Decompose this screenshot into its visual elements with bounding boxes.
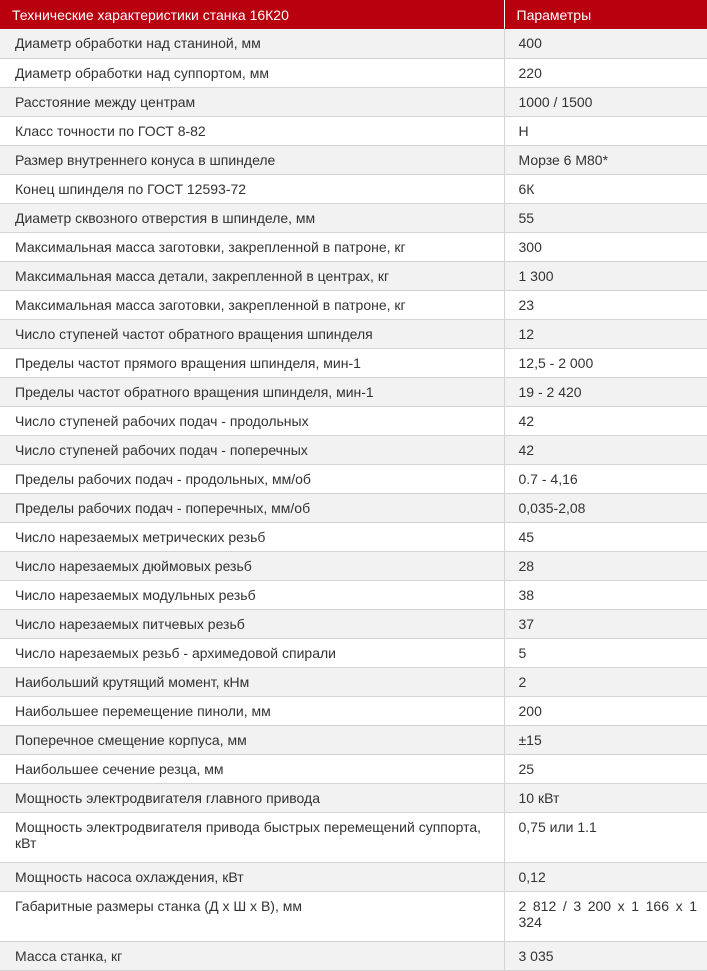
header-row: [0, 0, 707, 29]
table-row: [0, 145, 707, 174]
table-row: [0, 522, 707, 551]
spec-name: Диаметр сквозного отверстия в шпинделе, мм: [0, 203, 504, 232]
spec-name: Класс точности по ГОСТ 8-82: [0, 116, 504, 145]
spec-name: Расстояние между центрам: [0, 87, 504, 116]
table-row: [0, 638, 707, 667]
spec-name: Конец шпинделя по ГОСТ 12593-72: [0, 174, 504, 203]
table-row: [0, 609, 707, 638]
header-characteristics: Технические характеристики станка 16К20: [0, 0, 504, 29]
table-row: [0, 58, 707, 87]
table-row: [0, 348, 707, 377]
spec-name: Число нарезаемых питчевых резьб: [0, 609, 504, 638]
spec-name: Пределы рабочих подач - поперечных, мм/об: [0, 493, 504, 522]
spec-value: 3 035: [504, 941, 707, 970]
spec-value: ±15: [504, 725, 707, 754]
spec-name: Число ступеней рабочих подач - поперечных: [0, 435, 504, 464]
spec-value: 5: [504, 638, 707, 667]
spec-value: 0,035-2,08: [504, 493, 707, 522]
spec-name: Максимальная масса детали, закрепленной в центрах, кг: [0, 261, 504, 290]
spec-value: 23: [504, 290, 707, 319]
spec-value: 38: [504, 580, 707, 609]
table-row: [0, 783, 707, 812]
spec-value: 42: [504, 435, 707, 464]
spec-name: Размер внутреннего конуса в шпинделе: [0, 145, 504, 174]
spec-name: Диаметр обработки над суппортом, мм: [0, 58, 504, 87]
spec-value: 0,12: [504, 862, 707, 891]
table-row: [0, 941, 707, 970]
header-parameters: Параметры: [504, 0, 707, 29]
spec-value: 55: [504, 203, 707, 232]
spec-name: Масса станка, кг: [0, 941, 504, 970]
table-row: [0, 232, 707, 261]
table-row: [0, 754, 707, 783]
spec-value: 1000 / 1500: [504, 87, 707, 116]
spec-value: 1 300: [504, 261, 707, 290]
table-header: [0, 0, 707, 29]
spec-value: Морзе 6 М80*: [504, 145, 707, 174]
spec-value: 200: [504, 696, 707, 725]
spec-name: Наибольшее перемещение пиноли, мм: [0, 696, 504, 725]
table-row: [0, 406, 707, 435]
spec-value: 12,5 - 2 000: [504, 348, 707, 377]
spec-value: 12: [504, 319, 707, 348]
spec-name: Число нарезаемых дюймовых резьб: [0, 551, 504, 580]
spec-name: Максимальная масса заготовки, закрепленной в патроне, кг: [0, 232, 504, 261]
table-row: [0, 116, 707, 145]
table-row: [0, 174, 707, 203]
spec-value: 6К: [504, 174, 707, 203]
table-row: [0, 891, 707, 941]
spec-name: Число ступеней рабочих подач - продольных: [0, 406, 504, 435]
spec-value: 300: [504, 232, 707, 261]
spec-value: 28: [504, 551, 707, 580]
table-row: [0, 203, 707, 232]
spec-name: Пределы рабочих подач - продольных, мм/об: [0, 464, 504, 493]
table-row: [0, 87, 707, 116]
spec-name: Число ступеней частот обратного вращения шпинделя: [0, 319, 504, 348]
spec-value: 400: [504, 29, 707, 58]
table-row: [0, 464, 707, 493]
table-row: [0, 493, 707, 522]
table-row: [0, 812, 707, 862]
spec-value: 2: [504, 667, 707, 696]
spec-name: Наибольшее сечение резца, мм: [0, 754, 504, 783]
spec-name: Число нарезаемых резьб - архимедовой спирали: [0, 638, 504, 667]
spec-name: Число нарезаемых модульных резьб: [0, 580, 504, 609]
table-body: [0, 29, 707, 970]
table-row: [0, 261, 707, 290]
spec-name: Число нарезаемых метрических резьб: [0, 522, 504, 551]
table-row: [0, 290, 707, 319]
spec-name: Пределы частот прямого вращения шпинделя, мин-1: [0, 348, 504, 377]
table-row: [0, 29, 707, 58]
spec-name: Поперечное смещение корпуса, мм: [0, 725, 504, 754]
table-row: [0, 551, 707, 580]
spec-value: 42: [504, 406, 707, 435]
spec-name: Мощность электродвигателя привода быстрых перемещений суппорта, кВт: [0, 812, 504, 862]
table-row: [0, 696, 707, 725]
spec-value: 25: [504, 754, 707, 783]
spec-value: 37: [504, 609, 707, 638]
spec-value: 2 812 / 3 200 х 1 166 х 1 324: [504, 891, 707, 941]
spec-value: 19 - 2 420: [504, 377, 707, 406]
table-row: [0, 580, 707, 609]
spec-name: Пределы частот обратного вращения шпинделя, мин-1: [0, 377, 504, 406]
table-row: [0, 319, 707, 348]
spec-name: Наибольший крутящий момент, кНм: [0, 667, 504, 696]
table-row: [0, 435, 707, 464]
table-row: [0, 725, 707, 754]
spec-name: Диаметр обработки над станиной, мм: [0, 29, 504, 58]
table-row: [0, 377, 707, 406]
table-row: [0, 667, 707, 696]
spec-value: 0,75 или 1.1: [504, 812, 707, 862]
table-row: [0, 862, 707, 891]
spec-name: Мощность электродвигателя главного привода: [0, 783, 504, 812]
spec-name: Габаритные размеры станка (Д х Ш х В), мм: [0, 891, 504, 941]
spec-name: Мощность насоса охлаждения, кВт: [0, 862, 504, 891]
spec-name: Максимальная масса заготовки, закрепленной в патроне, кг: [0, 290, 504, 319]
spec-value: 220: [504, 58, 707, 87]
spec-value: 0.7 - 4,16: [504, 464, 707, 493]
spec-value: 45: [504, 522, 707, 551]
spec-value: 10 кВт: [504, 783, 707, 812]
spec-value: Н: [504, 116, 707, 145]
